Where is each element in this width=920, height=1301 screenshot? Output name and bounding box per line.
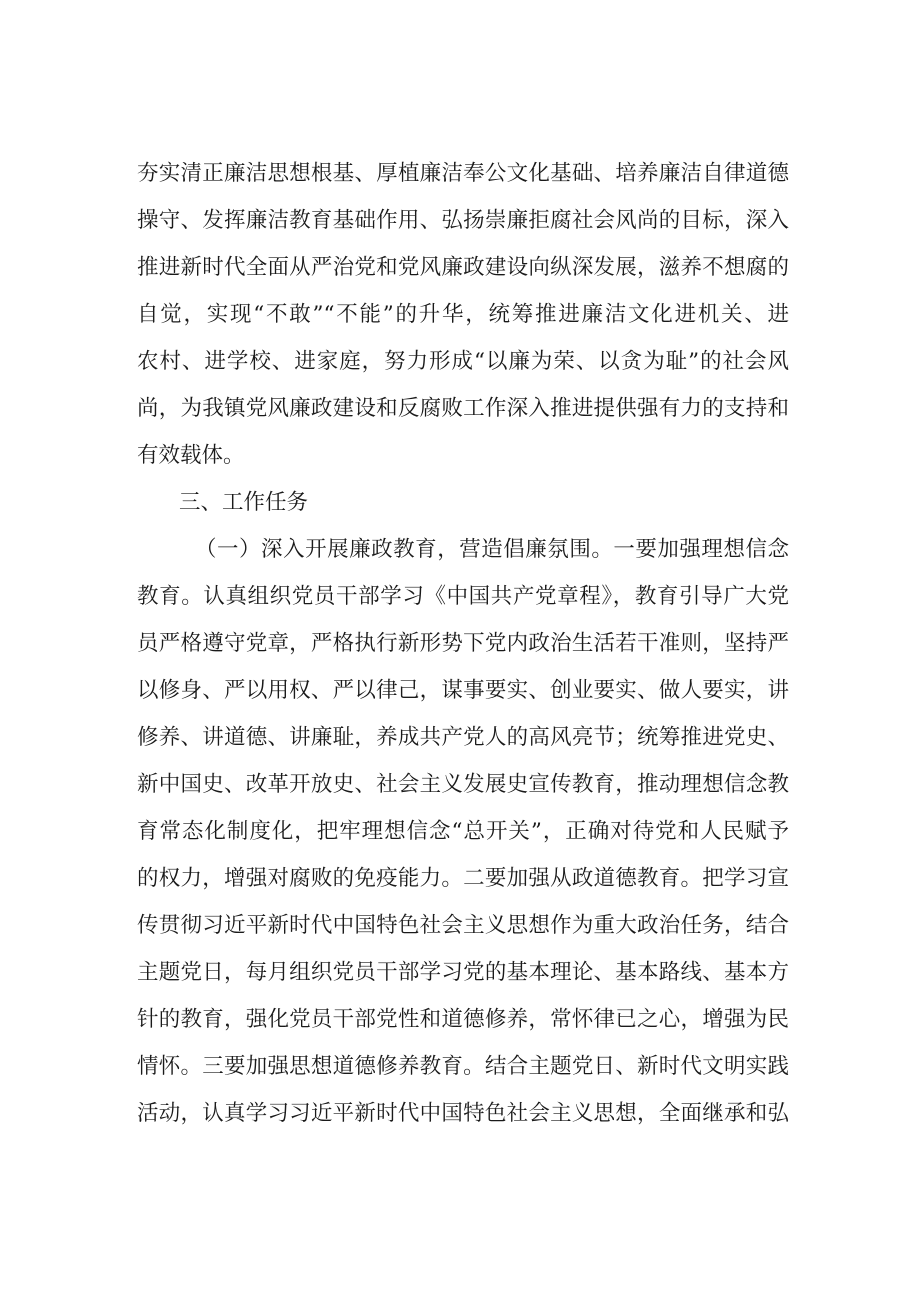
- paragraph-1-line: 操守、发挥廉洁教育基础作用、弘扬崇廉拒腐社会风尚的目标，深入: [137, 208, 789, 233]
- paragraph-2-line: 活动，认真学习习近平新时代中国特色社会主义思想，全面继承和弘: [137, 1101, 789, 1126]
- paragraph-2-line: 以修身、严以用权、严以律己，谋事要实、创业要实、做人要实，讲: [137, 678, 789, 703]
- paragraph-1-line: 夯实清正廉洁思想根基、厚植廉洁奉公文化基础、培养廉洁自律道德: [137, 161, 789, 186]
- paragraph-2-line: 传贯彻习近平新时代中国特色社会主义思想作为重大政治任务，结合: [137, 913, 789, 938]
- paragraph-1-line: 有效载体。: [137, 443, 245, 468]
- paragraph-2-line: 教育。认真组织党员干部学习《中国共产党章程》，教育引导广大党: [137, 584, 789, 609]
- paragraph-2-line: 育常态化制度化，把牢理想信念“总开关”，正确对待党和人民赋予: [137, 819, 789, 844]
- paragraph-1-line: 农村、进学校、进家庭，努力形成“以廉为荣、以贪为耻”的社会风: [137, 349, 789, 374]
- paragraph-1-line: 尚，为我镇党风廉政建设和反腐败工作深入推进提供强有力的支持和: [137, 396, 789, 421]
- paragraph-1-line: 推进新时代全面从严治党和党风廉政建设向纵深发展，滋养不想腐的: [137, 255, 789, 280]
- paragraph-2-line: 情怀。三要加强思想道德修养教育。结合主题党日、新时代文明实践: [137, 1054, 789, 1079]
- paragraph-2-line: 新中国史、改革开放史、社会主义发展史宣传教育，推动理想信念教: [137, 772, 789, 797]
- paragraph-2-line: 修养、讲道德、讲廉耻，养成共产党人的高风亮节；统筹推进党史、: [137, 725, 789, 750]
- paragraph-2-line: （一）深入开展廉政教育，营造倡廉氛围。一要加强理想信念: [195, 537, 789, 562]
- paragraph-2-line: 主题党日，每月组织党员干部学习党的基本理论、基本路线、基本方: [137, 960, 789, 985]
- paragraph-1-line: 自觉，实现“不敢”“不能”的升华，统筹推进廉洁文化进机关、进: [137, 302, 789, 327]
- section-heading: 三、工作任务: [179, 490, 309, 515]
- paragraph-2-line: 针的教育，强化党员干部党性和道德修养，常怀律已之心，增强为民: [137, 1007, 789, 1032]
- paragraph-2-line: 员严格遵守党章，严格执行新形势下党内政治生活若干准则，坚持严: [137, 631, 789, 656]
- paragraph-2-line: 的权力，增强对腐败的免疫能力。二要加强从政道德教育。把学习宣: [137, 866, 789, 891]
